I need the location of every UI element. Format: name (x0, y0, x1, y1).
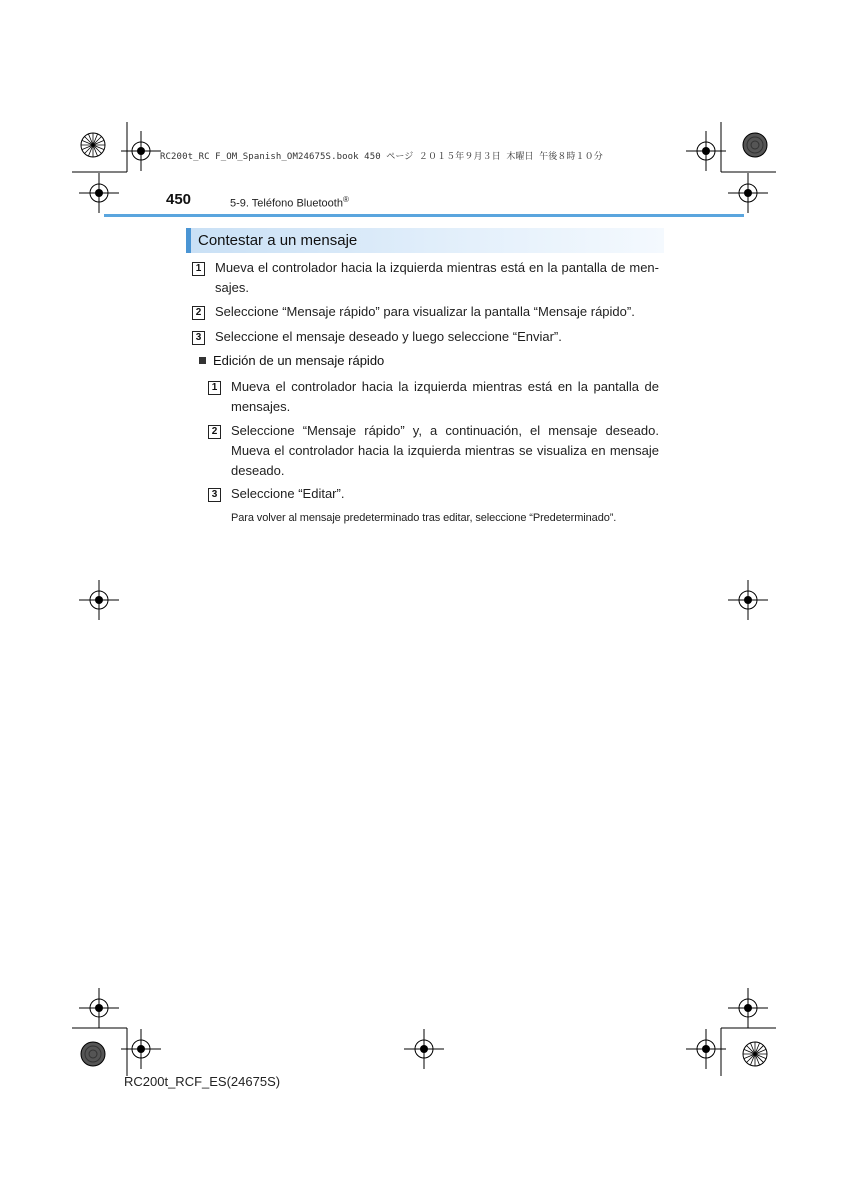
step-text: Seleccione “Editar”. (231, 486, 345, 501)
step-number-box: 3 (192, 331, 205, 345)
step-number-box: 3 (208, 488, 221, 502)
section-label (230, 195, 349, 210)
header-rule (104, 214, 744, 217)
heading-accent (186, 228, 191, 253)
registered-symbol: ® (342, 195, 349, 204)
step-text: Seleccione “Mensaje rápido” y, a continuación, el mensaje deseado. Mueva el controlador hacia la izquierda mientras se visualiza en mensaje deseado. (231, 423, 659, 478)
print-header: RC200t_RC F_OM_Spanish_OM24675S.book 450 ページ ２０１５年９月３日 木曜日 午後８時１０分 (160, 152, 603, 162)
page-number: 450 (166, 191, 192, 208)
step-text: Seleccione el mensaje deseado y luego seleccione “Enviar”. (215, 329, 562, 344)
subsection-title: Edición de un mensaje rápido (213, 353, 385, 368)
footer-code: RC200t_RCF_ES(24675S) (124, 1074, 281, 1089)
subsection-heading (199, 353, 384, 368)
section-title: Contestar a un mensaje (198, 232, 358, 249)
step-number-box: 1 (192, 262, 205, 276)
section-heading-bar (186, 228, 664, 253)
step-text: Mueva el controlador hacia la izquierda mientras está en la pantalla de mensajes. (231, 379, 659, 414)
section-label-text: 5-9. Teléfono Bluetooth (230, 197, 343, 210)
step-note: Para volver al mensaje predeterminado tras editar, seleccione “Predeterminado”. (231, 512, 617, 524)
step-number-box: 2 (208, 425, 221, 439)
step-number-box: 2 (192, 306, 205, 320)
step-text: Seleccione “Mensaje rápido” para visualizar la pantalla “Mensaje rápido”. (215, 304, 635, 319)
bullet-square-icon (199, 357, 206, 364)
step-text: Mueva el controlador hacia la izquierda mientras está en la pantalla de men-sajes. (215, 260, 659, 295)
step-number-box: 1 (208, 381, 221, 395)
